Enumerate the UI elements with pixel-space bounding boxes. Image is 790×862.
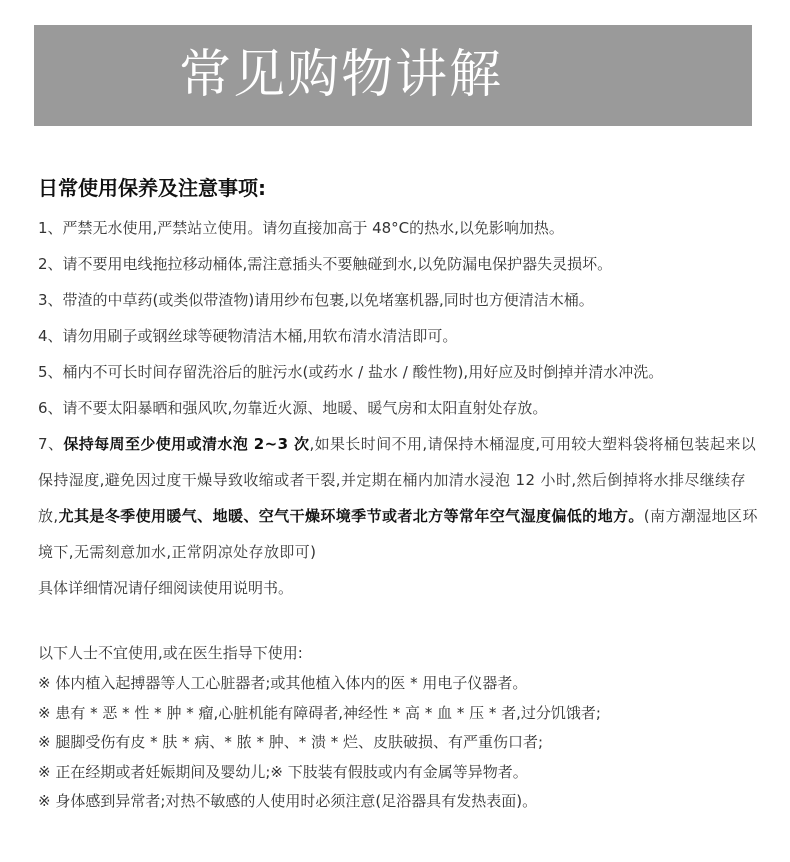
- usage-summary: 具体详细情况请仔细阅读使用说明书。: [38, 579, 294, 597]
- caution-item-5: ※ 身体感到异常者;对热不敏感的人使用时必须注意(足浴器具有发热表面)。: [38, 792, 538, 810]
- title-banner: [34, 25, 752, 126]
- usage-item-7: [38, 426, 762, 570]
- page-title: 常见购物讲解: [179, 45, 504, 105]
- caution-section: [38, 638, 762, 817]
- usage-item-2: 2、请不要用电线拖拉移动桶体,需注意插头不要触碰到水,以免防漏电保护器失灵损坏。: [38, 255, 613, 273]
- caution-item-4: ※ 正在经期或者妊娠期间及婴幼儿;※ 下肢装有假肢或内有金属等异物者。: [38, 762, 528, 781]
- usage-heading: 日常使用保养及注意事项:: [38, 176, 266, 200]
- usage-item-4: 4、请勿用刷子或钢丝球等硬物清洁木桶,用软布清水清洁即可。: [38, 327, 458, 345]
- usage-item-1: 1、严禁无水使用,严禁站立使用。请勿直接加高于 48°C的热水,以免影响加热。: [38, 219, 564, 237]
- usage-notice-list: [38, 210, 762, 606]
- usage-item-7-emphasis-2: 尤其是冬季使用暖气、地暖、空气干燥环境季节或者北方等常年空气湿度偏低的地方。: [58, 507, 644, 525]
- usage-item-7-text-2: (南方潮湿地区环境下,无需刻意加水,正常阴凉处存放即可): [38, 507, 758, 561]
- usage-item-7-text-1: ,如果长时间不用,请保持木桶湿度,可用较大塑料袋将桶包装起来以保持湿度,避免因过度干燥导致收缩或者干裂,并定期在桶内加清水浸泡 12 小时,然后倒掉将水排尽继续存放,: [38, 435, 757, 525]
- usage-item-7-prefix: 7、: [38, 435, 64, 453]
- caution-list: [38, 669, 762, 817]
- caution-item-2: ※ 患有 * 恶 * 性 * 肿 * 瘤,心脏机能有障碍者,神经性 * 高 * 血 * 压 * 者,过分饥饿者;: [38, 703, 601, 722]
- caution-item-3: ※ 腿脚受伤有皮 * 肤 * 病、* 脓 * 肿、* 溃 * 烂、皮肤破损、有严重伤口者;: [38, 733, 544, 751]
- usage-item-6: 6、请不要太阳暴晒和强风吹,勿靠近火源、地暖、暖气房和太阳直射处存放。: [38, 399, 548, 417]
- caution-item-1: ※ 体内植入起搏器等人工心脏器者;或其他植入体内的医 * 用电子仪器者。: [38, 674, 528, 692]
- usage-item-5: 5、桶内不可长时间存留洗浴后的脏污水(或药水 / 盐水 / 酸性物),用好应及时倒掉并清水冲洗。: [38, 363, 664, 381]
- usage-item-7-emphasis-1: 保持每周至少使用或清水泡 2~3 次: [63, 435, 310, 453]
- caution-intro: 以下人士不宜使用,或在医生指导下使用:: [38, 644, 303, 662]
- usage-item-3: 3、带渣的中草药(或类似带渣物)请用纱布包裹,以免堵塞机器,同时也方便清洁木桶。: [38, 291, 594, 309]
